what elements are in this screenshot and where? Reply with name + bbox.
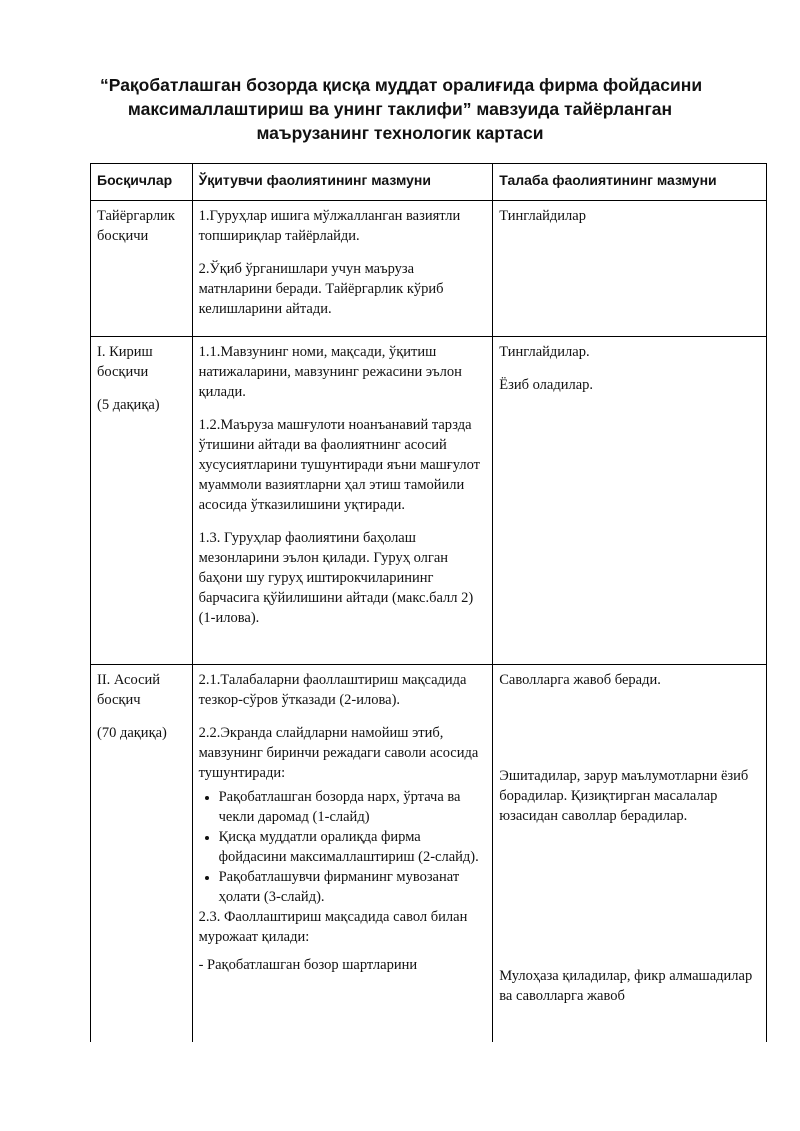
stage-name: I. Кириш босқичи <box>97 344 153 380</box>
teacher-item: - Рақобатлашган бозор шартларини <box>198 957 418 973</box>
stage-cell <box>91 201 193 337</box>
table-row <box>91 201 767 337</box>
teacher-item: 2.Ўқиб ўрганишлари учун маъруза матнларини беради. Тайёргарлик кўриб келишларини айтади. <box>198 261 444 317</box>
slide-list <box>199 787 487 907</box>
student-cell <box>493 337 767 665</box>
student-cell <box>493 665 767 1043</box>
stage-duration: (5 дақиқа) <box>97 397 160 413</box>
student-item: Мулоҳаза қиладилар, фикр алмашадилар ва саволларга жавоб <box>499 968 753 1004</box>
teacher-cell <box>192 337 493 665</box>
stage-cell <box>91 665 193 1043</box>
technology-card-table <box>90 163 767 1042</box>
student-item: Ёзиб оладилар. <box>499 377 594 393</box>
stage-name: Тайёргарлик босқичи <box>97 208 175 244</box>
stage-cell <box>91 337 193 665</box>
teacher-item: 2.3. Фаоллаштириш мақсадида савол билан мурожаат қилади: <box>198 909 468 945</box>
title-line-1: “Рақобатлашган бозорда қисқа муддат оралиғида фирма фойдасини <box>100 75 703 95</box>
title-line-2: максималлаштириш ва унинг таклифи” мавзуида тайёрланган <box>127 99 673 119</box>
student-cell <box>493 201 767 337</box>
teacher-item: 2.1.Талабаларни фаоллаштириш мақсадида тезкор-сўров ўтказади (2-илова). <box>198 672 467 708</box>
stage-duration: (70 дақиқа) <box>97 725 167 741</box>
header-teacher-activity: Ўқитувчи фаолиятининг мазмуни <box>192 164 493 201</box>
teacher-item: 2.2.Экранда слайдларни намойиш этиб, мавзунинг биринчи режадаги саволи асосида тушунтиради: <box>198 725 479 781</box>
student-item: Тинглайдилар <box>499 208 586 224</box>
document-title <box>100 73 703 145</box>
table-row <box>91 665 767 1043</box>
table-header-row <box>91 164 767 201</box>
header-student-activity: Талаба фаолиятининг мазмуни <box>493 164 767 201</box>
student-item: Эшитадилар, зарур маълумотларни ёзиб борадилар. Қизиқтирган масалалар юзасидан саволлар берадилар. <box>499 768 749 824</box>
teacher-cell <box>192 201 493 337</box>
student-item: Саволларга жавоб беради. <box>499 672 661 688</box>
table-row <box>91 337 767 665</box>
title-line-3: маърузанинг технологик картаси <box>256 123 544 143</box>
teacher-cell <box>192 665 493 1043</box>
stage-name: II. Асосий босқич <box>97 672 161 708</box>
teacher-item: 1.2.Маъруза машғулоти ноанъанавий тарзда ўтишини айтади ва фаолиятнинг асосий хусусиятларини тушунтиради яъни машғулот муаммоли вазиятларни ҳал этиш тамойили асосида ўтказилишини уқтиради. <box>198 417 480 513</box>
header-stages: Босқичлар <box>91 164 193 201</box>
list-item: • Қисқа муддатли оралиқда фирма фойдасини максималлаштириш (2-слайд). <box>219 827 487 867</box>
list-item: • Рақобатлашувчи фирманинг мувозанат ҳолати (3-слайд). <box>219 867 487 907</box>
teacher-item: 1.Гуруҳлар ишига мўлжалланган вазиятли топшириқлар тайёрлайди. <box>198 208 461 244</box>
teacher-item: 1.1.Мавзунинг номи, мақсади, ўқитиш натижаларини, мавзунинг режасини эълон қилади. <box>198 344 462 400</box>
list-item: • Рақобатлашган бозорда нарх, ўртача ва чекли даромад (1-слайд) <box>219 787 487 827</box>
teacher-item: 1.3. Гуруҳлар фаолиятини баҳолаш мезонларини эълон қилади. Гуруҳ олган баҳони шу гуруҳ иштирокчиларининг барчасига қўйилишини айтади (макс.балл 2) (1-илова). <box>198 530 474 626</box>
student-item: Тинглайдилар. <box>499 344 590 360</box>
